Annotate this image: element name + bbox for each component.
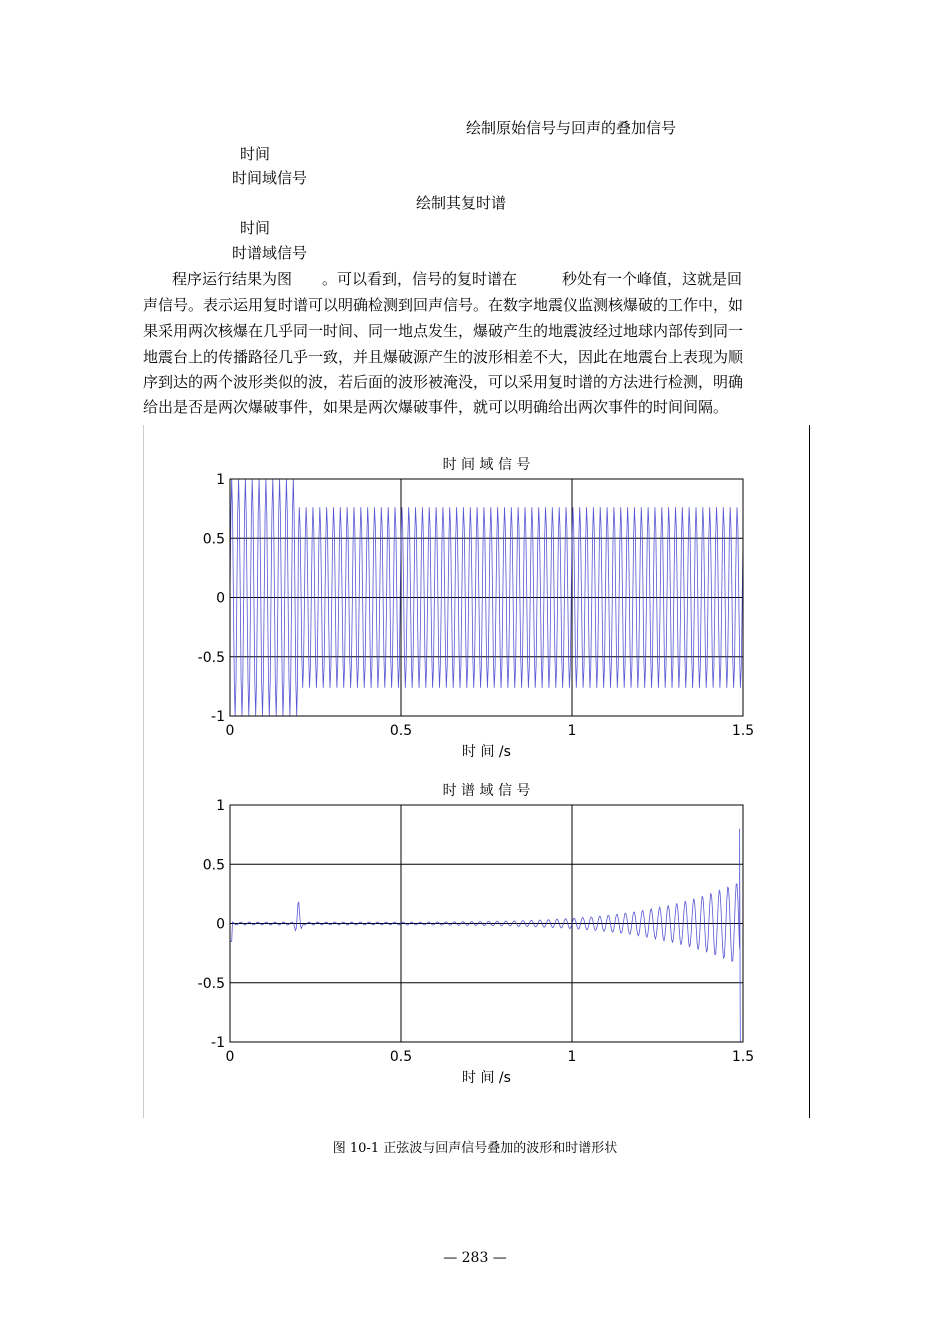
paragraph-line-3: 果采用两次核爆在几乎同一时间、同一地点发生，爆破产生的地震波经过地球内部传到同一 <box>143 322 744 340</box>
chart2-x-tick-label: 0 <box>225 1049 235 1065</box>
comment-time-2: 时间 <box>240 219 271 237</box>
figure-caption: 图 10-1 正弦波与回声信号叠加的波形和时谱形状 <box>332 1141 618 1156</box>
chart2-x-axis-label: 时 间 /s <box>462 1070 511 1086</box>
chart2-title: 时 谱 域 信 号 <box>442 783 531 799</box>
chart2-y-tick-label: -1 <box>211 1035 225 1051</box>
page-number: — 283 — <box>443 1250 507 1266</box>
paragraph-line-1: 程序运行结果为图 。可以看到，信号的复时谱在 秒处有一个峰值，这就是回 <box>172 270 743 288</box>
paragraph-line-2: 声信号。表示运用复时谱可以明确检测到回声信号。在数字地震仪监测核爆破的工作中，如 <box>143 296 744 314</box>
chart1-x-tick-label: 0.5 <box>389 723 413 739</box>
chart1-x-tick-label: 0 <box>225 723 235 739</box>
chart2-x-tick-label: 0.5 <box>389 1049 413 1065</box>
chart2-x-tick-label: 1 <box>567 1049 577 1065</box>
chart2-x-tick-label: 1.5 <box>731 1049 755 1065</box>
comment-time-1: 时间 <box>240 145 271 163</box>
chart1-y-tick-label: 0.5 <box>202 531 225 548</box>
comment-cepstrum-domain: 时谱域信号 <box>232 244 308 262</box>
chart1-y-tick-label: 1 <box>216 472 225 488</box>
chart1-y-tick-label: 0 <box>216 590 225 607</box>
chart1-x-tick-label: 1.5 <box>731 723 755 739</box>
chart1-x-tick-label: 1 <box>567 723 577 739</box>
chart2-y-tick-label: 1 <box>216 798 225 814</box>
paragraph-line-4: 地震台上的传播路径几乎一致，并且爆破源产生的波形相差不大，因此在地震台上表现为顺 <box>143 348 744 366</box>
chart2-y-tick-label: -0.5 <box>197 975 225 992</box>
chart2-y-tick-label: 0.5 <box>202 857 225 874</box>
comment-plot-cepstrum: 绘制其复时谱 <box>416 194 507 212</box>
comment-time-domain: 时间域信号 <box>232 169 308 187</box>
comment-plot-original: 绘制原始信号与回声的叠加信号 <box>466 119 677 137</box>
chart2-y-tick-label: 0 <box>216 916 225 933</box>
chart1-y-tick-label: -1 <box>211 709 225 725</box>
chart1-title: 时 间 域 信 号 <box>442 457 531 473</box>
chart1-x-axis-label: 时 间 /s <box>462 744 511 760</box>
chart1-y-tick-label: -0.5 <box>197 649 225 666</box>
paragraph-line-5: 序到达的两个波形类似的波，若后面的波形被淹没，可以采用复时谱的方法进行检测，明确 <box>143 373 744 391</box>
paragraph-line-6: 给出是否是两次爆破事件，如果是两次爆破事件，就可以明确给出两次事件的时间间隔。 <box>143 398 729 416</box>
